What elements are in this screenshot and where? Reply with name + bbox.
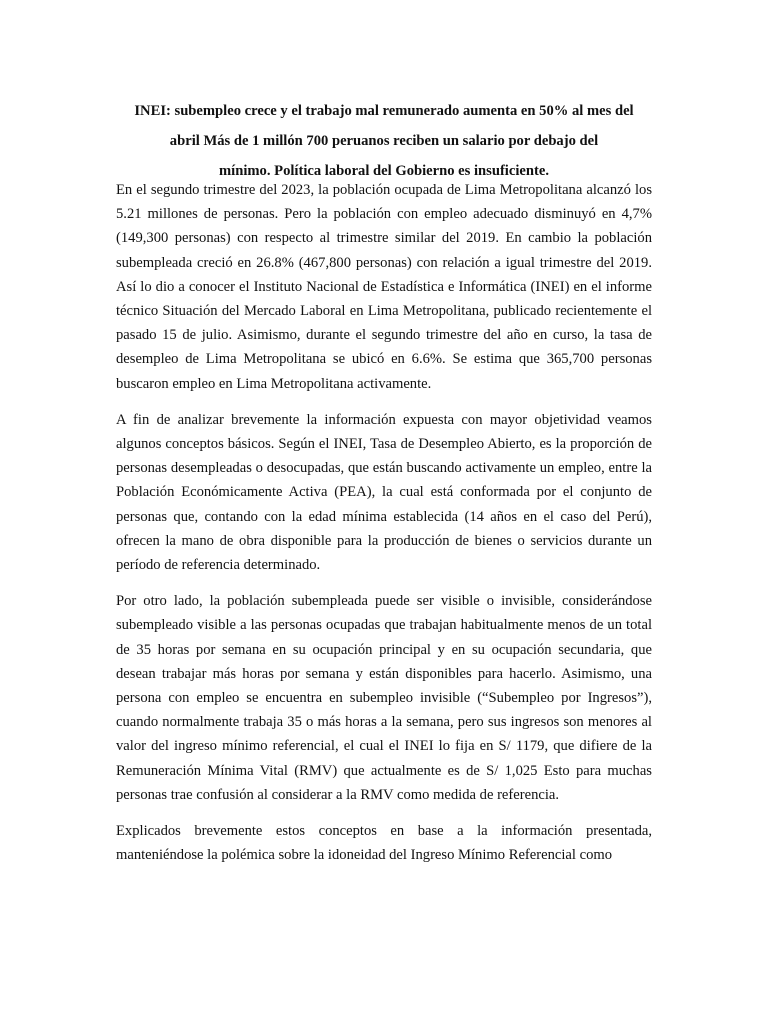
paragraph-2: A fin de analizar brevemente la información expuesta con mayor objetividad veamos algunos conceptos básicos. Según el INEI, Tasa de Desempleo Abierto, es la proporción de personas desempleadas o desocupadas, que están buscando activamente un empleo, entre la Población Económicamente Activa (PEA), la cual está conformada por el conjunto de personas que, contando con la edad mínima establecida (14 años en el caso del Perú), ofrecen la mano de obra disponible para la producción de bienes o servicios durante un período de referencia determinado. bbox=[116, 411, 652, 574]
paragraph-3: Por otro lado, la población subempleada puede ser visible o invisible, considerándose subempleado visible a las personas ocupadas que trabajan habitualmente menos de un total de 35 horas por semana en su ocupación principal y en su ocupación secundaria, que desean trabajar más horas por semana y están disponibles para hacerlo. Asimismo, una persona con empleo se encuentra en subempleo invisible (“Subempleo por Ingresos”), cuando normalmente trabaja 35 o más horas a la semana, pero sus ingresos son menores al valor del ingreso mínimo referencial, el cual el INEI lo fija en S/ 1179, que difiere de la Remuneración Mínima Vital (RMV) que actualmente es de S/ 1,025 Esto para muchas personas trae confusión al considerar a la RMV como medida de referencia. bbox=[116, 593, 652, 803]
paragraph-1: En el segundo trimestre del 2023, la población ocupada de Lima Metropolitana alcanzó los 5.21 millones de personas. Pero la población con empleo adecuado disminuyó en 4,7% (149,300 personas) con respecto al trimestre similar del 2019. En cambio la población subempleada creció en 26.8% (467,800 personas) con relación a igual trimestre del 2019. Así lo dio a conocer el Instituto Nacional de Estadística e Informática (INEI) en el informe técnico Situación del Mercado Laboral en Lima Metropolitana, publicado recientemente el pasado 15 de julio. Asimismo, durante el segundo trimestre del año en curso, la tasa de desempleo de Lima Metropolitana se ubicó en 6.6%. Se estima que 365,700 personas buscaron empleo en Lima Metropolitana activamente. bbox=[116, 182, 652, 392]
title-line-2: abril Más de 1 millón 700 peruanos reciben un salario por debajo del bbox=[169, 133, 599, 149]
document-title bbox=[116, 96, 652, 186]
document-page bbox=[116, 96, 652, 879]
paragraph-4: Explicados brevemente estos conceptos en base a la información presentada, manteniéndose la polémica sobre la idoneidad del Ingreso Mínimo Referencial como bbox=[116, 823, 652, 864]
title-line-3: mínimo. Política laboral del Gobierno es insuficiente. bbox=[219, 163, 549, 179]
title-line-1: INEI: subempleo crece y el trabajo mal remunerado aumenta en 50% al mes del bbox=[134, 103, 634, 119]
